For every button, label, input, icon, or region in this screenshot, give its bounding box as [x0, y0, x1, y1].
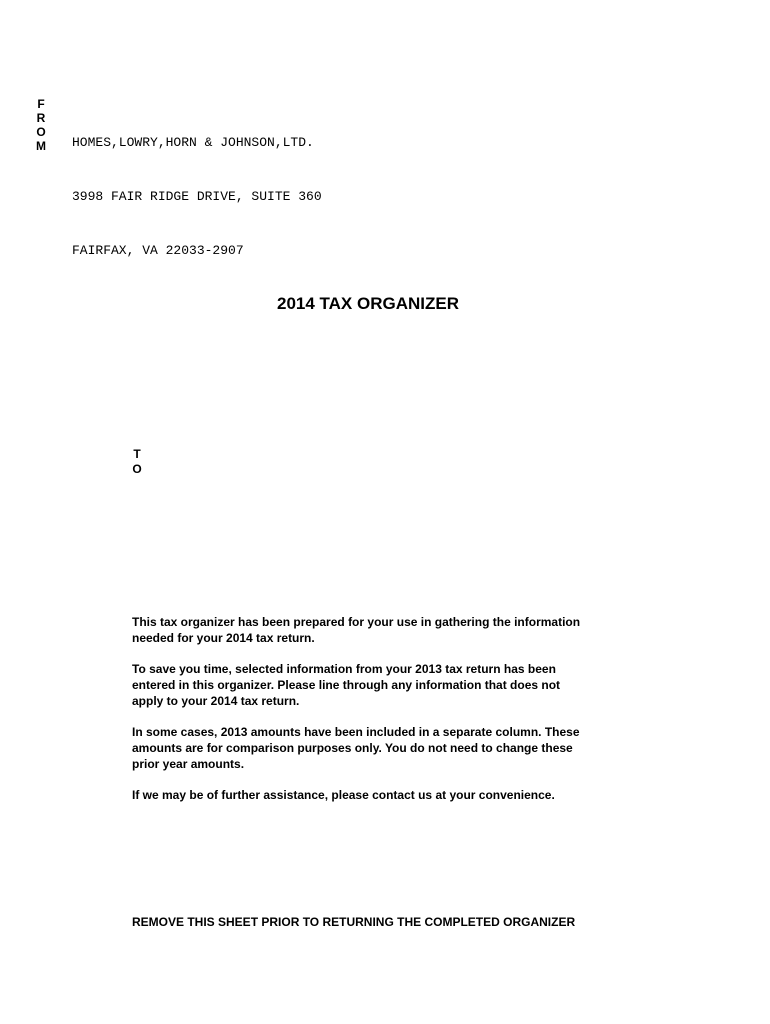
to-letter: T — [133, 447, 141, 461]
document-title: 2014 TAX ORGANIZER — [276, 294, 459, 313]
sender-address-line: HOMES,LOWRY,HORN & JOHNSON,LTD. — [72, 135, 314, 150]
instruction-paragraph: If we may be of further assistance, please contact us at your convenience. — [132, 788, 555, 802]
from-label — [35, 97, 47, 153]
instruction-paragraph: To save you time, selected information from your 2013 tax return has been entered in this organizer. Please line through any information that does not apply to your 2014 tax return. — [132, 662, 561, 708]
instruction-paragraph: This tax organizer has been prepared for your use in gathering the information needed for your 2014 tax return. — [132, 615, 581, 645]
to-label — [131, 447, 143, 477]
from-letter: O — [36, 125, 46, 139]
sender-address-line: FAIRFAX, VA 22033-2907 — [72, 243, 244, 258]
removal-notice: REMOVE THIS SHEET PRIOR TO RETURNING THE COMPLETED ORGANIZER — [132, 915, 576, 929]
from-letter: F — [37, 97, 45, 111]
from-letter: R — [36, 111, 46, 125]
from-letter: M — [36, 139, 46, 153]
instructions-text — [132, 614, 632, 818]
sender-address-line: 3998 FAIR RIDGE DRIVE, SUITE 360 — [72, 189, 322, 204]
sender-address — [72, 98, 322, 278]
to-letter: O — [132, 462, 142, 476]
instruction-paragraph: In some cases, 2013 amounts have been included in a separate column. These amounts are for comparison purposes only. You do not need to change these prior year amounts. — [132, 725, 580, 771]
